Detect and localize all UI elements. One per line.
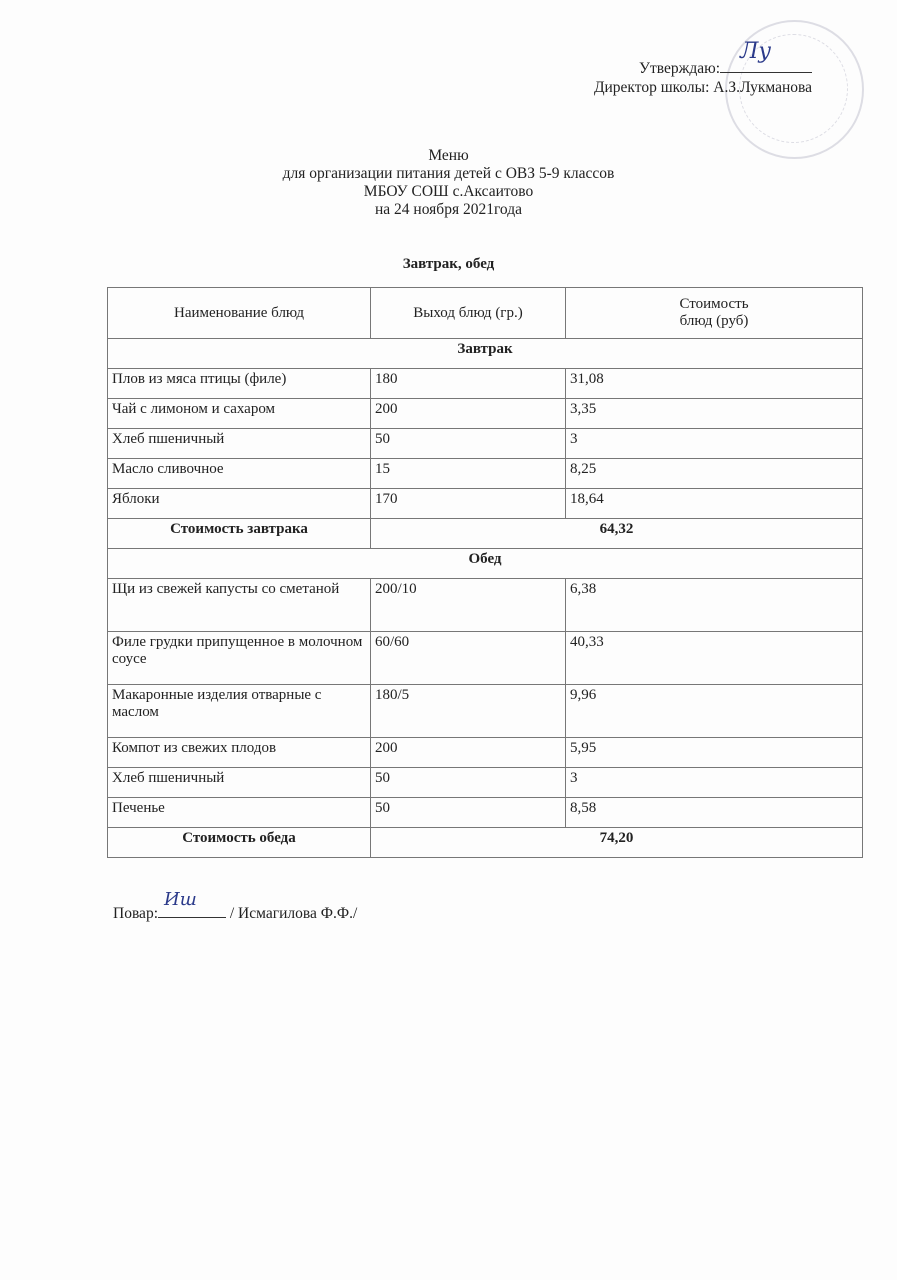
dish-weight: 50 [371, 429, 566, 459]
title-line: Меню [428, 147, 469, 164]
director-signature: Лу [720, 58, 812, 73]
title-line: для организации питания детей с ОВЗ 5-9 классов [282, 165, 615, 182]
cook-label: Повар: [113, 905, 158, 922]
dish-name: Хлеб пшеничный [108, 429, 371, 459]
table-row [108, 429, 863, 459]
dish-name: Масло сливочное [108, 459, 371, 489]
section-row [108, 339, 863, 369]
dish-name: Макаронные изделия отварные с маслом [108, 685, 371, 738]
document-title [0, 147, 897, 219]
total-row [108, 519, 863, 549]
dish-cost: 8,58 [566, 798, 863, 828]
dish-name: Печенье [108, 798, 371, 828]
dish-name: Яблоки [108, 489, 371, 519]
dish-cost: 31,08 [566, 369, 863, 399]
table-row [108, 632, 863, 685]
approval-block [593, 39, 812, 97]
dish-weight: 180 [371, 369, 566, 399]
table-row [108, 399, 863, 429]
dish-cost: 18,64 [566, 489, 863, 519]
cook-signature: Иш [158, 903, 226, 918]
dish-name: Чай с лимоном и сахаром [108, 399, 371, 429]
dish-weight: 200/10 [371, 579, 566, 632]
section-label: Обед [108, 549, 863, 579]
dish-weight: 60/60 [371, 632, 566, 685]
total-value: 64,32 [371, 519, 863, 549]
dish-name: Филе грудки припущенное в молочном соусе [108, 632, 371, 685]
dish-cost: 8,25 [566, 459, 863, 489]
dish-weight: 15 [371, 459, 566, 489]
section-label: Завтрак [108, 339, 863, 369]
table-row [108, 738, 863, 768]
table-row [108, 768, 863, 798]
table-row [108, 685, 863, 738]
dish-weight: 50 [371, 798, 566, 828]
header-name: Наименование блюд [108, 288, 371, 339]
dish-name: Щи из свежей капусты со сметаной [108, 579, 371, 632]
cook-name: / Исмагилова Ф.Ф./ [229, 905, 358, 922]
table-row [108, 798, 863, 828]
dish-name: Плов из мяса птицы (филе) [108, 369, 371, 399]
cook-signature-line [113, 889, 358, 923]
menu-table [107, 287, 863, 858]
dish-weight: 200 [371, 738, 566, 768]
header-cost: Стоимость блюд (руб) [566, 288, 863, 339]
title-date: на 24 ноября 2021года [375, 201, 522, 218]
dish-weight: 180/5 [371, 685, 566, 738]
table-header [108, 288, 863, 339]
dish-cost: 3 [566, 768, 863, 798]
dish-cost: 3 [566, 429, 863, 459]
dish-name: Хлеб пшеничный [108, 768, 371, 798]
table-row [108, 459, 863, 489]
dish-weight: 50 [371, 768, 566, 798]
dish-cost: 9,96 [566, 685, 863, 738]
title-line: МБОУ СОШ с.Аксаитово [363, 183, 534, 200]
section-row [108, 549, 863, 579]
dish-weight: 200 [371, 399, 566, 429]
total-label: Стоимость обеда [108, 828, 371, 858]
subtitle: Завтрак, обед [402, 256, 495, 272]
dish-cost: 5,95 [566, 738, 863, 768]
director-name: Директор школы: А.З.Лукманова [593, 79, 812, 96]
dish-cost: 3,35 [566, 399, 863, 429]
total-value: 74,20 [371, 828, 863, 858]
total-label: Стоимость завтрака [108, 519, 371, 549]
table-row [108, 369, 863, 399]
total-row [108, 828, 863, 858]
dish-cost: 40,33 [566, 632, 863, 685]
dish-weight: 170 [371, 489, 566, 519]
table-row [108, 489, 863, 519]
table-row [108, 579, 863, 632]
dish-cost: 6,38 [566, 579, 863, 632]
approval-label: Утверждаю: [639, 60, 720, 77]
header-weight: Выход блюд (гр.) [371, 288, 566, 339]
dish-name: Компот из свежих плодов [108, 738, 371, 768]
